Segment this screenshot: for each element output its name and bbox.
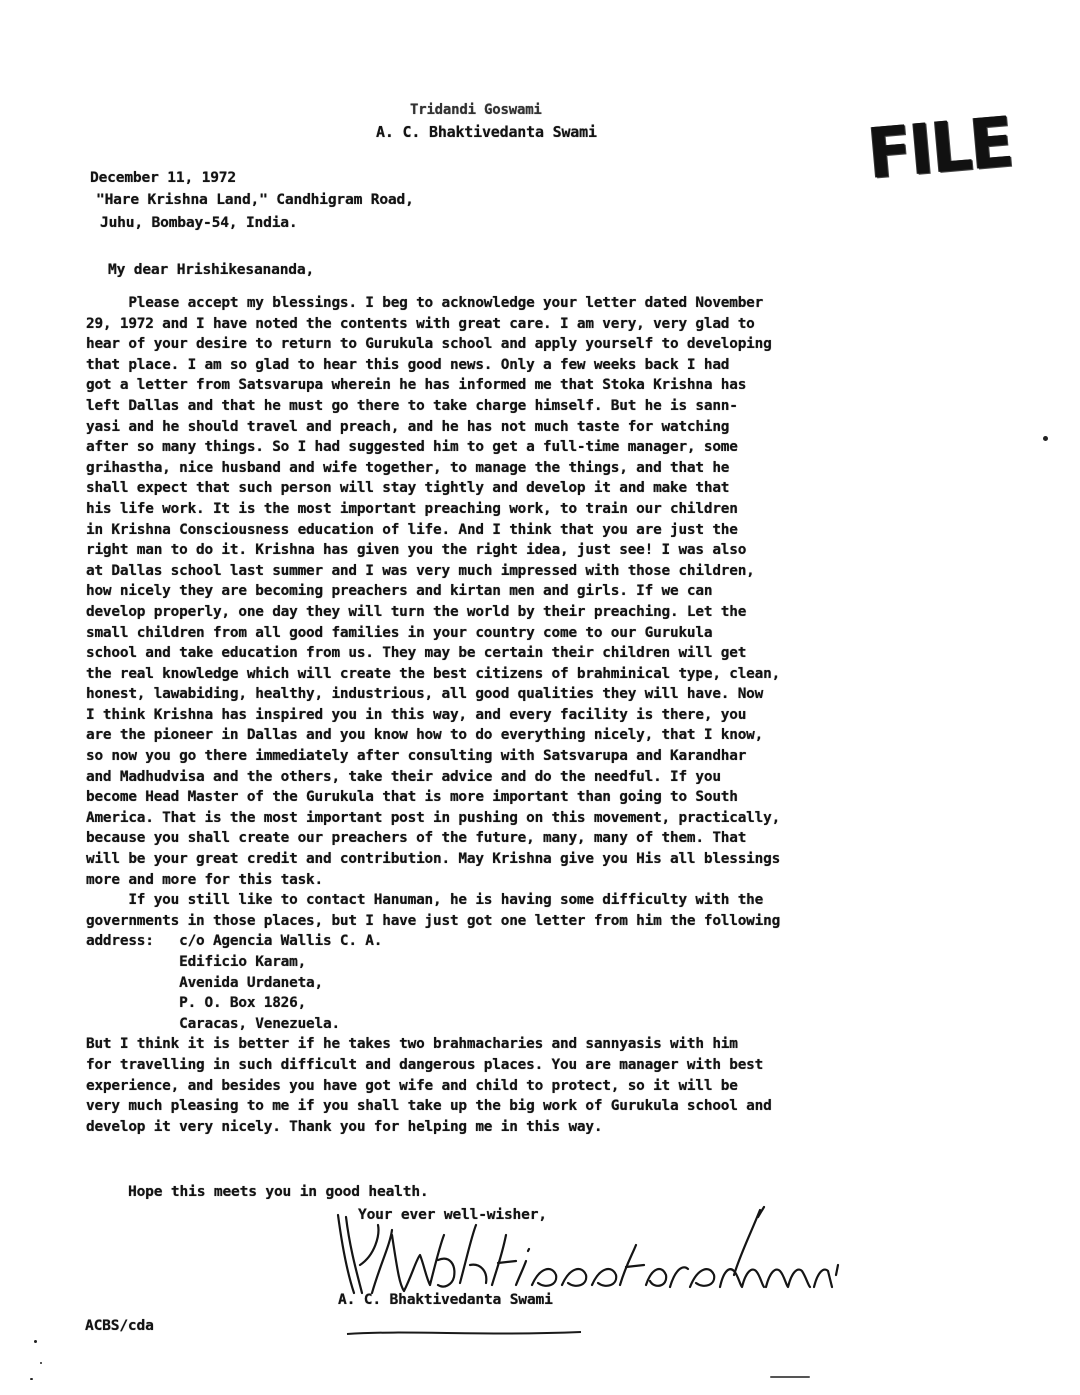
letterhead-title: Tridandi Goswami — [410, 102, 542, 118]
body-line: at Dallas school last summer and I was very much impressed with those children, — [86, 562, 755, 579]
paper-speck — [34, 1340, 37, 1343]
body-line: so now you go there immediately after consulting with Satsvarupa and Karandhar — [86, 748, 747, 765]
address-line-1: "Hare Krishna Land," Candhigram Road, — [96, 191, 414, 208]
body-line: honest, lawabiding, healthy, industrious, all good qualities they will have. Now — [86, 686, 764, 703]
typed-signature-name: A. C. Bhaktivedanta Swami — [338, 1291, 553, 1308]
body-line: will be your great credit and contribution. May Krishna give you His all blessings — [86, 851, 781, 868]
body-line: the real knowledge which will create the best citizens of brahminical type, clean, — [86, 665, 781, 682]
body-line: America. That is the most important post in pushing on this movement, practically, — [86, 809, 781, 826]
address-line-2: Juhu, Bombay-54, India. — [100, 214, 298, 231]
body-line: develop properly, one day they will turn the world by their preaching. Let the — [86, 603, 747, 620]
body-line: shall expect that such person will stay tightly and develop it and make that — [86, 480, 730, 497]
body-line: governments in those places, but I have just got one letter from him the following — [86, 912, 781, 929]
complimentary-close: Your ever well-wisher, — [358, 1206, 547, 1223]
body-line: are the pioneer in Dallas and you know how to do everything nicely, that I know, — [86, 727, 764, 744]
body-line: Please accept my blessings. I beg to acknowledge your letter dated November — [86, 295, 764, 311]
body-line: his life work. It is the most important preaching work, to train our children — [86, 500, 738, 517]
body-line: 29, 1972 and I have noted the contents with great care. I am very, very glad to — [86, 315, 755, 332]
signature-underline — [345, 1326, 585, 1340]
body-line: develop it very nicely. Thank you for helping me in this way. — [86, 1118, 603, 1135]
body-line: after so many things. So I had suggested him to get a full-time manager, some — [86, 439, 738, 456]
paper-speck — [30, 1378, 33, 1380]
file-stamp: FILE — [864, 102, 1016, 196]
letter-body — [86, 293, 996, 1137]
letter-date: December 11, 1972 — [90, 169, 236, 186]
body-line: small children from all good families in your country come to our Gurukula — [86, 624, 713, 641]
body-line: Caracas, Venezuela. — [86, 1015, 340, 1032]
reference-initials: ACBS/cda — [85, 1317, 154, 1334]
body-line: and Madhudvisa and the others, take their advice and do the needful. If you — [86, 768, 721, 785]
body-line: left Dallas and that he must go there to take charge himself. But he is sann- — [86, 397, 738, 414]
body-line: school and take education from us. They may be certain their children will get — [86, 645, 747, 662]
paper-speck — [40, 1362, 42, 1364]
body-line: right man to do it. Krishna has given you the right idea, just see! I was also — [86, 542, 747, 559]
paper-speck — [770, 1376, 810, 1378]
body-line: more and more for this task. — [86, 871, 323, 888]
body-line: how nicely they are becoming preachers and kirtan men and girls. If we can — [86, 583, 713, 600]
body-line: for travelling in such difficult and dangerous places. You are manager with best — [86, 1056, 764, 1073]
closing-line: Hope this meets you in good health. — [128, 1183, 429, 1200]
body-line: because you shall create our preachers of the future, many, many of them. That — [86, 830, 747, 847]
body-line: But I think it is better if he takes two brahmacharies and sannyasis with him — [86, 1036, 738, 1053]
body-line: address: c/o Agencia Wallis C. A. — [86, 933, 383, 950]
body-line: If you still like to contact Hanuman, he is having some difficulty with the — [86, 892, 764, 909]
body-line: Edificio Karam, — [86, 954, 307, 970]
body-line: hear of your desire to return to Gurukula school and apply yourself to developing — [86, 336, 772, 353]
body-line: experience, and besides you have got wife and child to protect, so it will be — [86, 1077, 738, 1094]
letterhead-name: A. C. Bhaktivedanta Swami — [376, 123, 597, 141]
body-line: become Head Master of the Gurukula that is more important than going to South — [86, 789, 738, 806]
body-line: yasi and he should travel and preach, and he has not much taste for watching — [86, 418, 730, 435]
body-line: P. O. Box 1826, — [86, 995, 307, 1012]
body-line: very much pleasing to me if you shall take up the big work of Gurukula school and — [86, 1098, 772, 1115]
body-line: that place. I am so glad to hear this good news. Only a few weeks back I had — [86, 356, 730, 373]
body-line: in Krishna Consciousness education of life. And I think that you are just the — [86, 521, 738, 538]
salutation: My dear Hrishikesananda, — [108, 261, 315, 278]
body-line: got a letter from Satsvarupa wherein he has informed me that Stoka Krishna has — [86, 377, 747, 394]
body-line: Avenida Urdaneta, — [86, 974, 323, 991]
paper-speck — [1043, 436, 1048, 441]
body-line: grihastha, nice husband and wife together, to manage the things, and that he — [86, 459, 730, 476]
body-line: I think Krishna has inspired you in this way, and every facility is there, you — [86, 706, 747, 723]
